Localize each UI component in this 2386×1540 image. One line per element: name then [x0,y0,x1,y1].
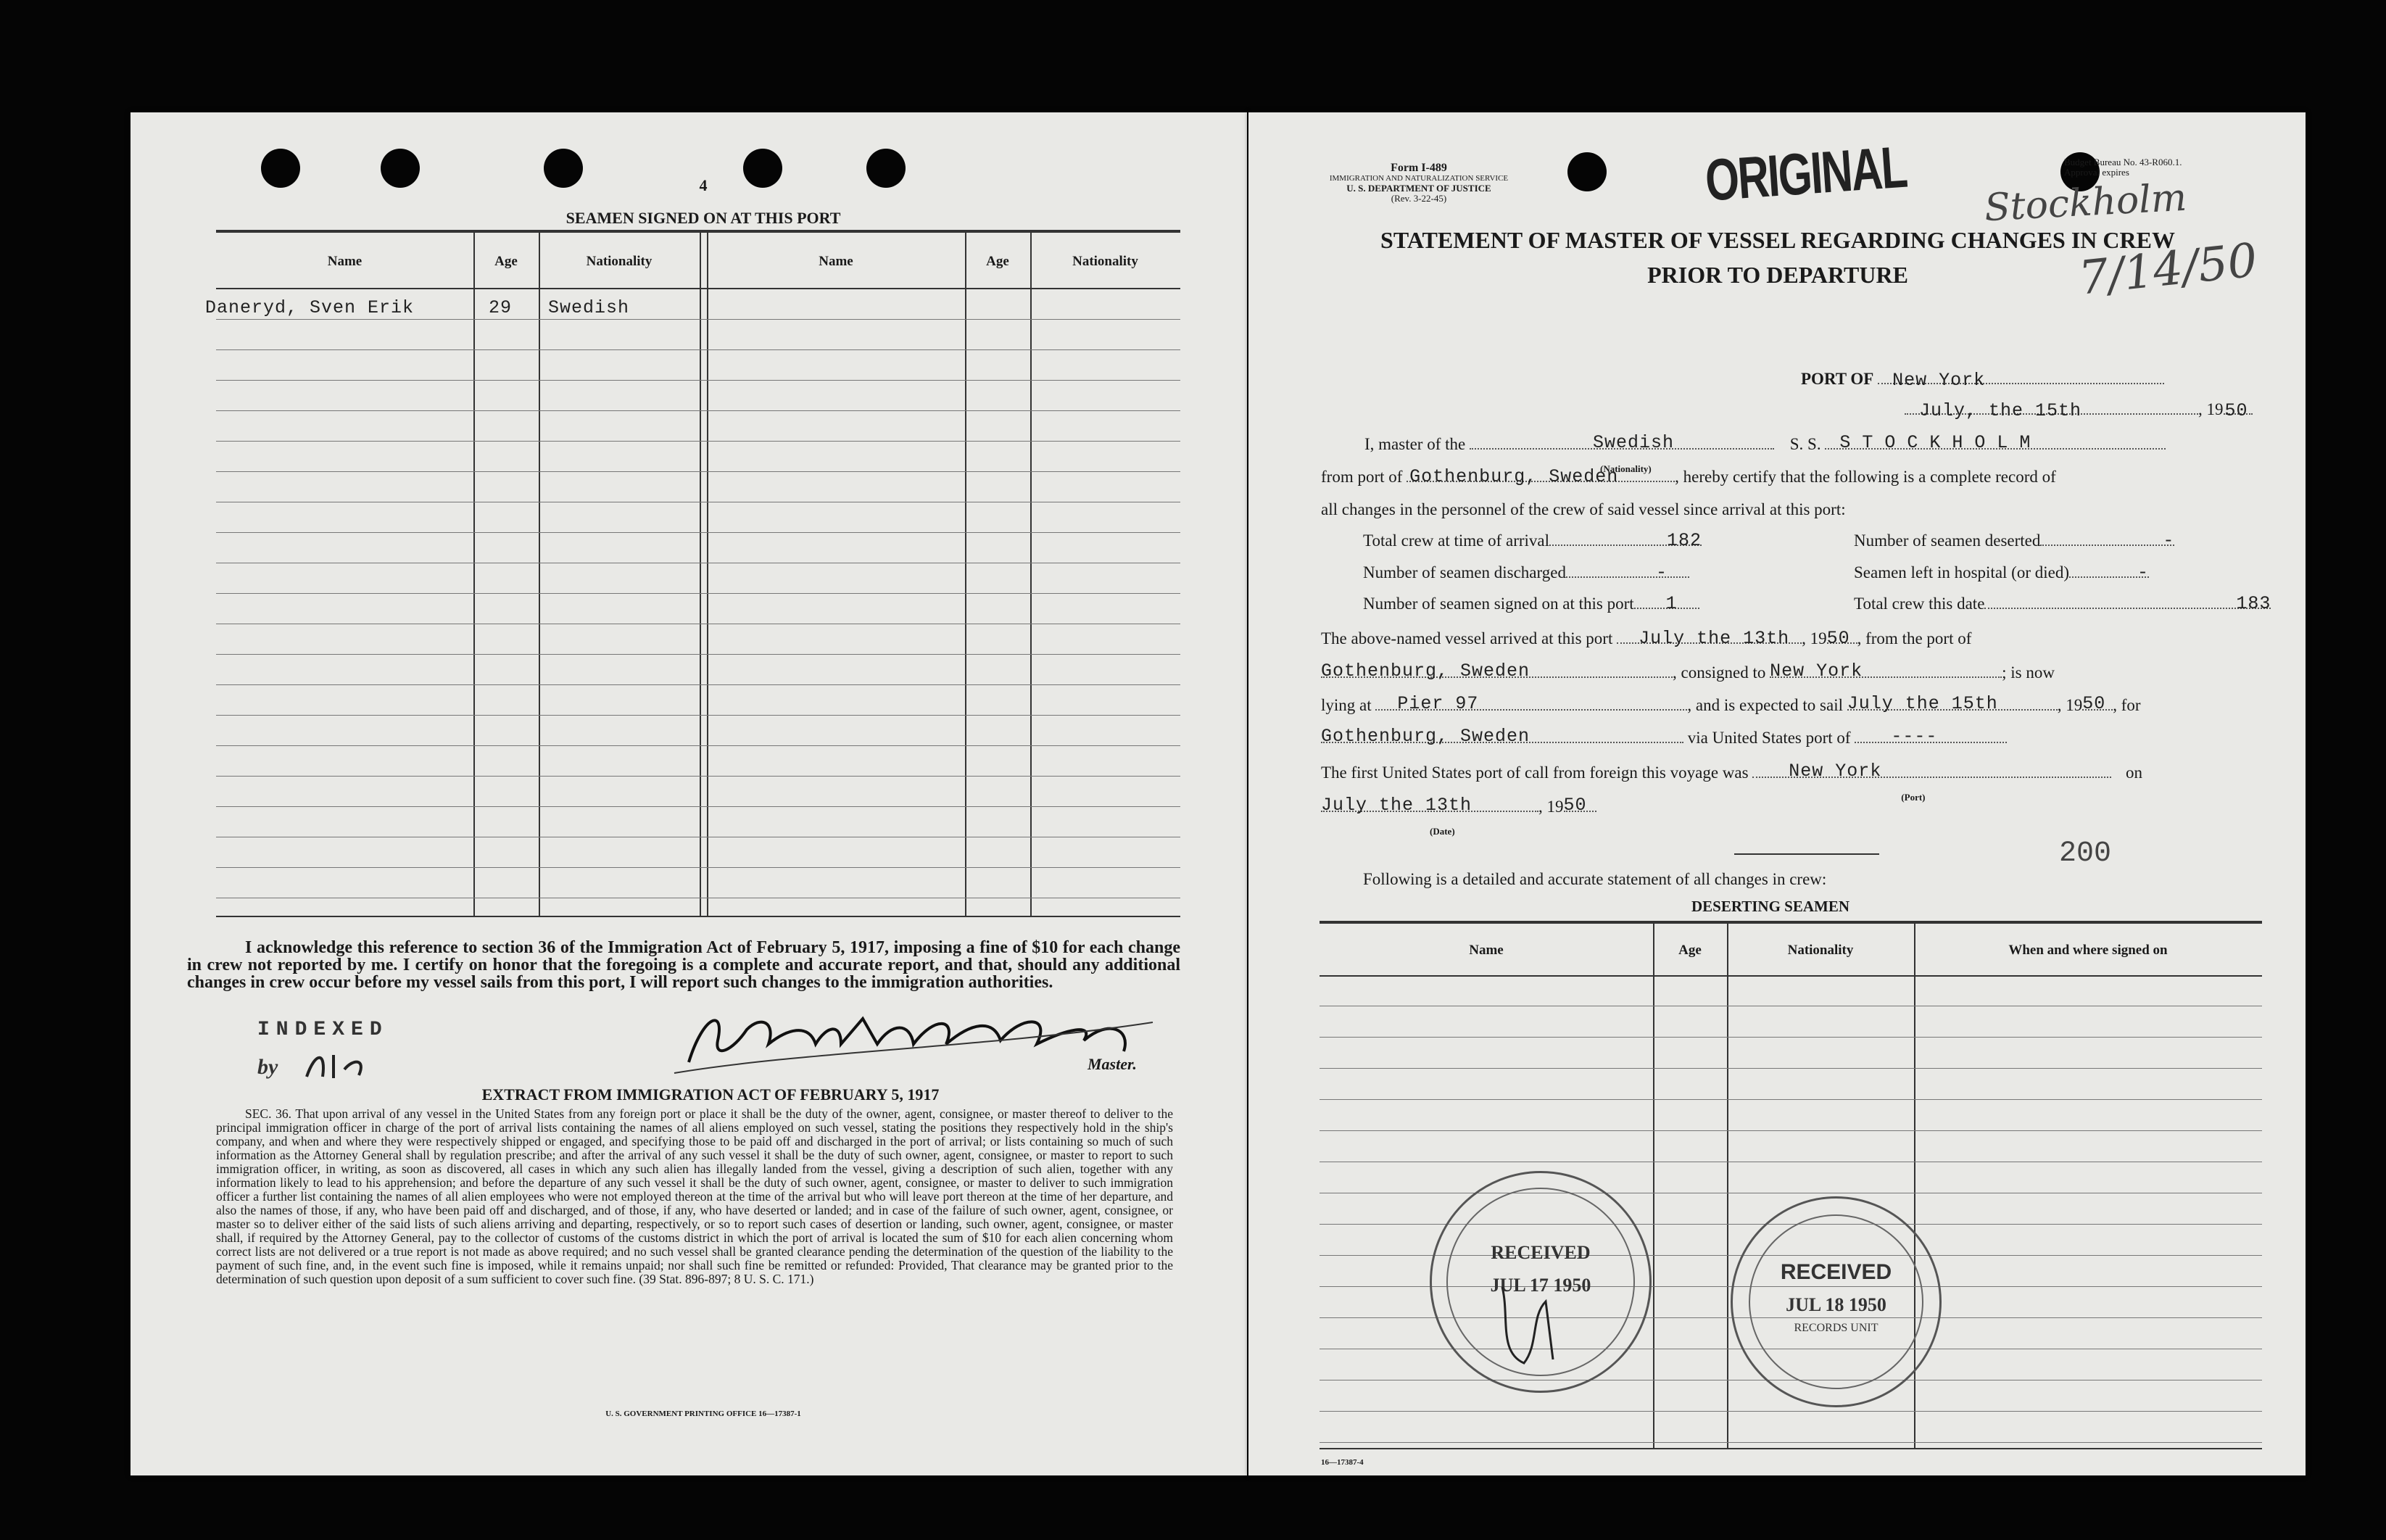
stat-hospital: Seamen left in hospital (or died) - [1854,562,2150,583]
form-number: Form I-489 [1391,162,1447,174]
handwritten-date: 7/14/50 [2076,233,2260,306]
table-title: SEAMEN SIGNED ON AT THIS PORT [566,209,841,227]
title-line-1: STATEMENT OF MASTER OF VESSEL REGARDING CHANGES IN CREW [1380,227,2175,253]
date-caption: (Date) [1430,826,1455,837]
table-row-line [1320,1130,2262,1131]
all-changes-row: all changes in the personnel of the crew of said vessel since arrival at this port: [1321,500,1846,518]
stamp2-date: JUL 18 1950 [1786,1294,1886,1315]
destination-value: Gothenburg, Sweden [1321,726,1530,747]
date-row: July, the 15th , 19 50 [1905,400,2253,419]
table-column-divider [1030,231,1032,916]
col-header-when-where: When and where signed on [2008,943,2168,958]
indexed-initials [301,1048,388,1084]
stat-total-date: Total crew this date 183 [1854,593,2271,614]
consigned-row: Gothenburg, Sweden , consigned to New York ; is now [1321,661,2055,682]
table-row-line [216,654,1180,655]
deserting-title: DESERTING SEAMEN [1691,898,1850,915]
nationality-value: Swedish [1592,432,1675,453]
seaman-name: Daneryd, Sven Erik [205,297,415,318]
port-row [1801,370,2164,389]
page-number: 4 [699,176,708,194]
table-row-line [216,410,1180,411]
table-column-divider [473,231,475,916]
col-header-nationality: Nationality [1787,943,1854,958]
handwritten-city: Stockholm [1983,175,2188,231]
table-row-line [1320,1442,2262,1443]
stamp2-sub: RECORDS UNIT [1794,1322,1878,1334]
stat-signed-on: Number of seamen signed on at this port 1 [1363,595,1699,613]
port-caption: (Port) [1901,792,1926,803]
stamp2-text: RECEIVED [1780,1260,1892,1284]
table-row-line [216,319,1180,320]
left-page [131,112,1247,1475]
lying-row: lying at Pier 97 , and is expected to sail July the 15th , 19 50 , for [1321,693,2141,714]
first-date-value: July the 13th [1321,795,1472,816]
table-row-line [216,806,1180,807]
master-label: Master. [1088,1055,1137,1073]
received-stamp-2 [1731,1196,1942,1407]
table-row-line [216,745,1180,746]
agency-2: U. S. DEPARTMENT OF JUSTICE [1346,183,1491,194]
col-header-age: Age [494,254,518,269]
table-row-line [216,441,1180,442]
approval-text: Approval expires [2064,167,2129,178]
master-row: I, master of the Swedish (Nationality) S. S. STOCKHOLM [1364,435,2166,454]
table-row-line [216,380,1180,381]
form-header [1299,163,1538,204]
footer-code: 16—17387-4 [1321,1458,1364,1467]
budget-bureau-text: Budget Bureau No. 43-R060.1. [2064,157,2182,167]
table-row-line [216,471,1180,472]
table-row-line [216,776,1180,777]
table-row-line [216,532,1180,533]
col-header-age: Age [1678,943,1702,958]
date-value: July, the 15th [1919,400,2082,421]
agency-1: IMMIGRATION AND NATURALIZATION SERVICE [1329,174,1509,183]
printing-office: U. S. GOVERNMENT PRINTING OFFICE 16—17387-1 [605,1409,801,1418]
budget-bureau [2064,157,2231,178]
revision: (Rev. 3-22-45) [1391,193,1447,204]
original-stamp: ORIGINAL [1703,133,1909,214]
stamp1-text: RECEIVED [1491,1242,1591,1263]
table-row-line [216,684,1180,685]
port-value: New York [1892,370,1986,391]
acknowledgment-text: I acknowledge this reference to section 36 of the Immigration Act of February 5, 1917, imposing a fine of $10 for each change in crew not reported by me. I certify on honor that the foregoing is a complete and accurate report, and that, should any additional changes in crew occur before my vessel sails from this port, I will report such changes to the immigration authorities. [187,938,1180,992]
indexed-stamp: INDEXED [257,1019,389,1041]
stat-deserted: Number of seamen deserted - [1854,530,2175,551]
right-page [1248,112,2306,1475]
table-column-divider [1653,922,1654,1448]
arrived-value: July the 13th [1639,628,1790,649]
table-column-divider [1727,922,1728,1448]
col-header-name: Name [1469,943,1504,958]
table-column-divider [707,231,708,916]
following-text: Following is a detailed and accurate statement of all changes in crew: [1363,870,1827,888]
from-port-value: Gothenburg, Sweden [1409,466,1619,487]
nationality-caption: (Nationality) [1599,463,1652,474]
col-header-name-2: Name [819,254,853,269]
year-value: 50 [2224,400,2248,421]
destination-row: Gothenburg, Sweden via United States port of ---- [1321,729,2007,748]
stamp-initials [1488,1272,1575,1374]
table-row-line [1320,1037,2262,1038]
stamp1-date: JUL 17 1950 [1490,1275,1591,1296]
table-row-line [1320,1068,2262,1069]
stat-total-arrival: Total crew at time of arrival 182 [1363,530,1702,551]
via-value: ---- [1891,726,1938,747]
seaman-nationality: Swedish [548,297,630,318]
col-header-nationality: Nationality [586,254,653,269]
sail-value: July the 15th [1847,693,1998,714]
port-label: PORT OF [1801,370,1874,388]
first-port-row: The first United States port of call from foreign this voyage was New York (Port) on [1321,761,2143,803]
punch-hole [1567,152,1607,191]
section-text: SEC. 36. That upon arrival of any vessel in the United States from any foreign port or place it shall be the duty of the owner, agent, consignee, or master thereof to deliver to the principal immigration officer in charge of the port of arrival lists containing the names of all aliens employed on such vessel, stating the positions they respectively hold in the ship's company, and when and where they were respectively shipped or engaged, and specifying those to be paid off and discharged in the port of arrival; or lists containing so much of such information as the Attorney General shall by regulation prescribe; and after the arrival of any such vessel it shall be the duty of such owner, agent, consignee, or master to report to such immigration officer, in writing, as soon as discovered, all cases in which any such alien has illegally landed from the vessel, giving a description of such alien, together with any information likely to lead to his apprehension; and before the departure of any such vessel it shall be the duty of such owner, agent, consignee, or master to deliver to such immigration officer a further list containing the names of all alien employees who were not employed thereon at the time of the arrival but who will leave port thereon at the time of her departure, and also the names of those, if any, who have been paid off and discharged, and of those, if any, who have deserted or landed; and in case of the failure of such owner, agent, consignee, or master so to deliver either of the said lists of such aliens arriving and departing, respectively, or so to report such cases of desertion or landing, such owner, agent, consignee, or master shall, if required by the Attorney General, pay to the collector of customs of the customs district in which the port of arrival is located the sum of $10 for each alien concerning whom correct lists are not delivered or a true report is not made as above required; and no such vessel shall be granted clearance pending the determination of the question of the liability to the payment of such fine, and, in the event such fine is imposed, while it remains unpaid; nor shall such fine be remitted or refunded: Provided, That clearance may be granted prior to the determination of such question upon deposit of a sum sufficient to cover such fine. (39 Stat. 896-897; 8 U. S. C. 171.) [216,1106,1173,1286]
col-header-name: Name [327,254,363,269]
stat-discharged: Number of seamen discharged - [1363,563,1689,582]
vessel-value: STOCKHOLM [1839,432,2042,453]
col-header-age-2: Age [986,254,1009,269]
table-row-line [216,349,1180,350]
arrived-row: The above-named vessel arrived at this port July the 13th , 19 50 , from the port of [1321,628,1972,649]
title-line-2: PRIOR TO DEPARTURE [1647,262,1908,288]
table-column-divider [965,231,966,916]
col-header-nationality-2: Nationality [1072,254,1138,269]
table-row-line [216,593,1180,594]
handwritten-number: 200 [2059,837,2112,870]
first-port-value: New York [1789,761,1882,782]
from-port-row: from port of Gothenburg, Sweden , hereby certify that the following is a complete record of [1321,466,2056,487]
extract-title: EXTRACT FROM IMMIGRATION ACT OF FEBRUARY 5, 1917 [481,1085,940,1104]
table-row-line [1320,1099,2262,1100]
lying-value: Pier 97 [1397,693,1479,714]
first-date-row: July the 13th (Date) , 19 50 [1321,798,1596,816]
consigned-value: New York [1770,661,1863,682]
indexed-by: by [257,1055,278,1079]
seaman-age: 29 [489,297,513,318]
table-column-divider [539,231,540,916]
table-row-line [216,715,1180,716]
arrived-from-value: Gothenburg, Sweden [1321,661,1530,682]
table-row-line [216,867,1180,868]
table-row-line [1320,1411,2262,1412]
table-column-divider [700,231,701,916]
